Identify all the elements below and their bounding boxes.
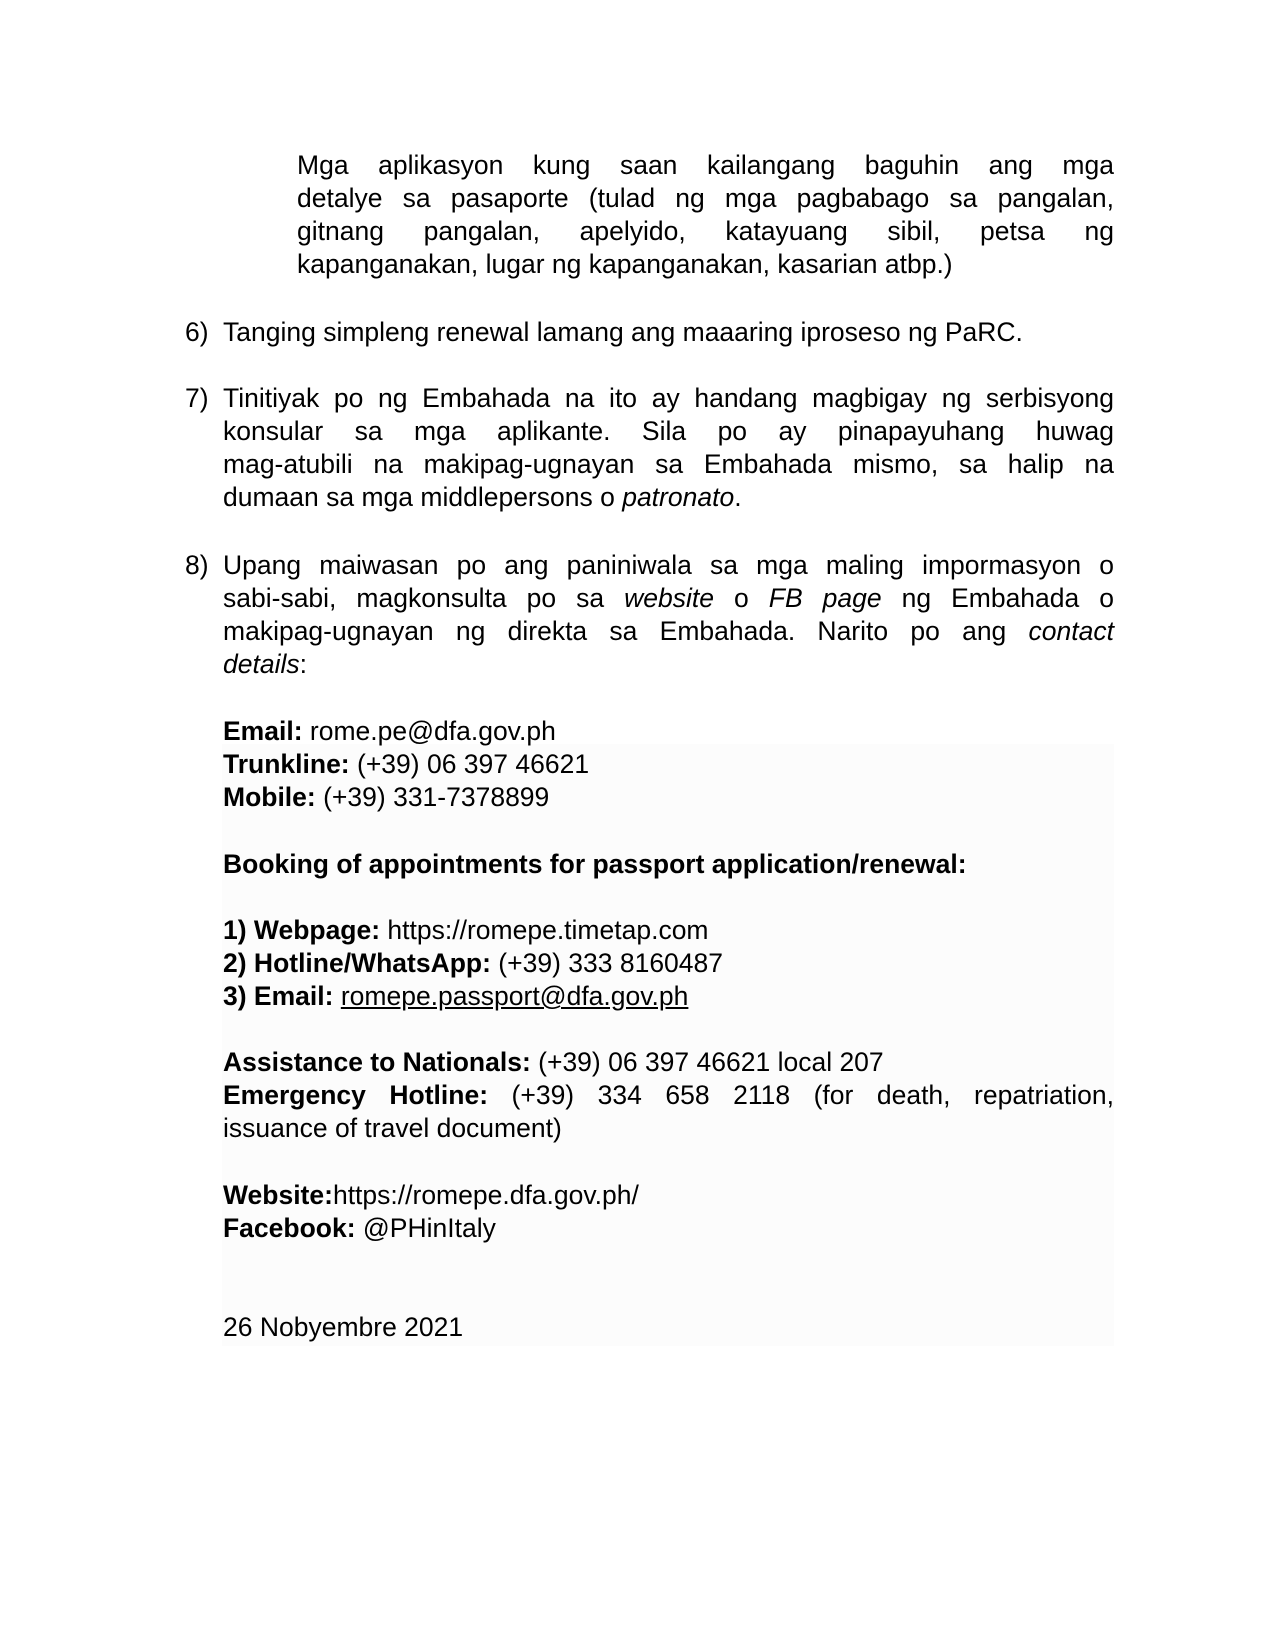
intro-paragraph <box>297 149 1114 281</box>
list-text-line: mag-atubili na makipag-ugnayan sa Embahada mismo, sa halip na <box>223 449 1114 479</box>
intro-line: gitnang pangalan, apelyido, katayuang sibil, petsa ng <box>297 216 1114 246</box>
contact-background <box>222 744 1114 1346</box>
intro-line: Mga aplikasyon kung saan kailangang baguhin ang mga <box>297 150 1114 180</box>
email-address[interactable]: rome.pe@dfa.gov.ph <box>302 716 556 746</box>
document-date: 26 Nobyembre 2021 <box>223 1312 464 1342</box>
webpage-link[interactable]: https://romepe.timetap.com <box>380 915 709 945</box>
italic-term: website <box>624 583 715 613</box>
booking-hotline: 2) Hotline/WhatsApp: (+39) 333 8160487 <box>223 948 724 978</box>
contact-website: Website:https://romepe.dfa.gov.ph/ <box>223 1180 639 1210</box>
assistance-to-nationals: Assistance to Nationals: (+39) 06 397 46621 local 207 <box>223 1047 884 1077</box>
list-text-line: Tinitiyak po ng Embahada na ito ay handang magbigay ng serbisyong <box>223 383 1114 413</box>
intro-line: detalye sa pasaporte (tulad ng mga pagbabago sa pangalan, <box>297 183 1114 213</box>
contact-email: Email: rome.pe@dfa.gov.ph <box>223 716 556 746</box>
list-text-line: details: <box>223 649 307 679</box>
list-item-7 <box>185 382 1114 514</box>
italic-term: details <box>223 649 300 679</box>
list-number: 7) <box>185 383 209 413</box>
passport-email-link[interactable]: romepe.passport@dfa.gov.ph <box>340 981 689 1011</box>
website-link[interactable]: https://romepe.dfa.gov.ph/ <box>332 1180 639 1210</box>
list-text-line: Upang maiwasan po ang paniniwala sa mga maling impormasyon o <box>223 550 1114 580</box>
emergency-hotline: Emergency Hotline: (+39) 334 658 2118 (for death, repatriation, issuance of travel document) <box>223 1080 1114 1143</box>
list-item-6 <box>185 316 1114 349</box>
facebook-handle[interactable]: @PHinItaly <box>355 1213 496 1243</box>
list-text-line: makipag-ugnayan ng direkta sa Embahada. Narito po ang contact <box>223 616 1114 646</box>
booking-webpage: 1) Webpage: https://romepe.timetap.com <box>223 915 709 945</box>
list-number: 8) <box>185 550 209 580</box>
list-item-8 <box>185 549 1114 681</box>
italic-term: patronato <box>622 482 735 512</box>
contact-trunkline: Trunkline: (+39) 06 397 46621 <box>223 749 590 779</box>
list-text-line: sabi-sabi, magkonsulta po sa website o FB page ng Embahada o <box>223 583 1114 613</box>
intro-line: kapanganakan, lugar ng kapanganakan, kasarian atbp.) <box>297 249 953 279</box>
list-text-line: dumaan sa mga middlepersons o patronato. <box>223 482 742 512</box>
list-text-line: konsular sa mga aplikante. Sila po ay pinapayuhang huwag <box>223 416 1114 446</box>
booking-email: 3) Email: romepe.passport@dfa.gov.ph <box>223 981 689 1011</box>
italic-term: contact <box>1028 616 1114 646</box>
contact-mobile: Mobile: (+39) 331-7378899 <box>223 782 550 812</box>
list-number: 6) <box>185 317 209 347</box>
list-text: Tanging simpleng renewal lamang ang maaaring iproseso ng PaRC. <box>223 317 1023 347</box>
italic-term: FB page <box>768 583 882 613</box>
contact-facebook: Facebook: @PHinItaly <box>223 1213 496 1243</box>
booking-heading: Booking of appointments for passport application/renewal: <box>223 849 967 879</box>
